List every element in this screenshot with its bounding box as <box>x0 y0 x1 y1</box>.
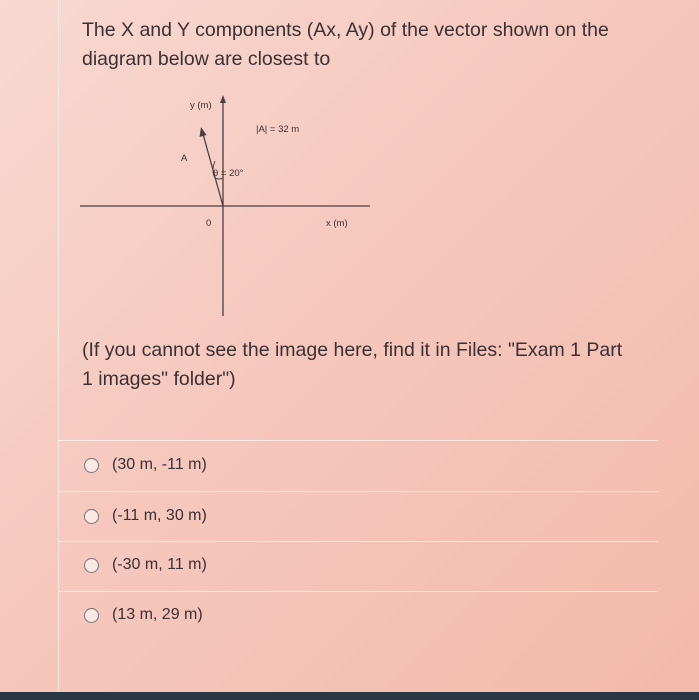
angle-label: θ = 20° <box>213 168 244 179</box>
left-margin-rule <box>58 0 59 700</box>
radio-button[interactable] <box>84 558 99 573</box>
image-note <box>82 336 672 394</box>
question-line-1: The X and Y components (Ax, Ay) of the vector shown on the <box>82 19 609 41</box>
answer-option-label: (13 m, 29 m) <box>112 606 203 623</box>
radio-button[interactable] <box>84 608 99 623</box>
radio-button[interactable] <box>84 458 99 473</box>
divider <box>58 591 658 592</box>
question-line-2: diagram below are closest to <box>82 48 331 70</box>
question-text <box>82 16 662 74</box>
magnitude-label: |A| = 32 m <box>256 124 300 135</box>
answer-option-1[interactable] <box>84 456 207 474</box>
x-axis-label: x (m) <box>326 218 348 229</box>
answer-option-4[interactable] <box>84 606 203 624</box>
vector-a-arrowhead <box>200 127 207 137</box>
vector-diagram <box>78 92 378 322</box>
vector-label: A <box>181 153 188 164</box>
y-axis-arrow <box>220 95 226 103</box>
answer-option-2[interactable] <box>84 507 207 525</box>
divider <box>58 491 658 492</box>
note-line-2: 1 images" folder") <box>82 368 236 390</box>
answer-option-label: (-30 m, 11 m) <box>112 556 207 573</box>
answer-option-label: (30 m, -11 m) <box>112 456 207 473</box>
answer-option-label: (-11 m, 30 m) <box>112 507 207 524</box>
note-line-1: (If you cannot see the image here, find it in Files: "Exam 1 Part <box>82 339 623 361</box>
divider <box>58 440 658 441</box>
origin-label: 0 <box>206 218 212 229</box>
divider <box>58 541 658 542</box>
bottom-bar <box>0 692 699 700</box>
radio-button[interactable] <box>84 509 99 524</box>
y-axis-label: y (m) <box>190 100 212 111</box>
answer-option-3[interactable] <box>84 556 207 574</box>
